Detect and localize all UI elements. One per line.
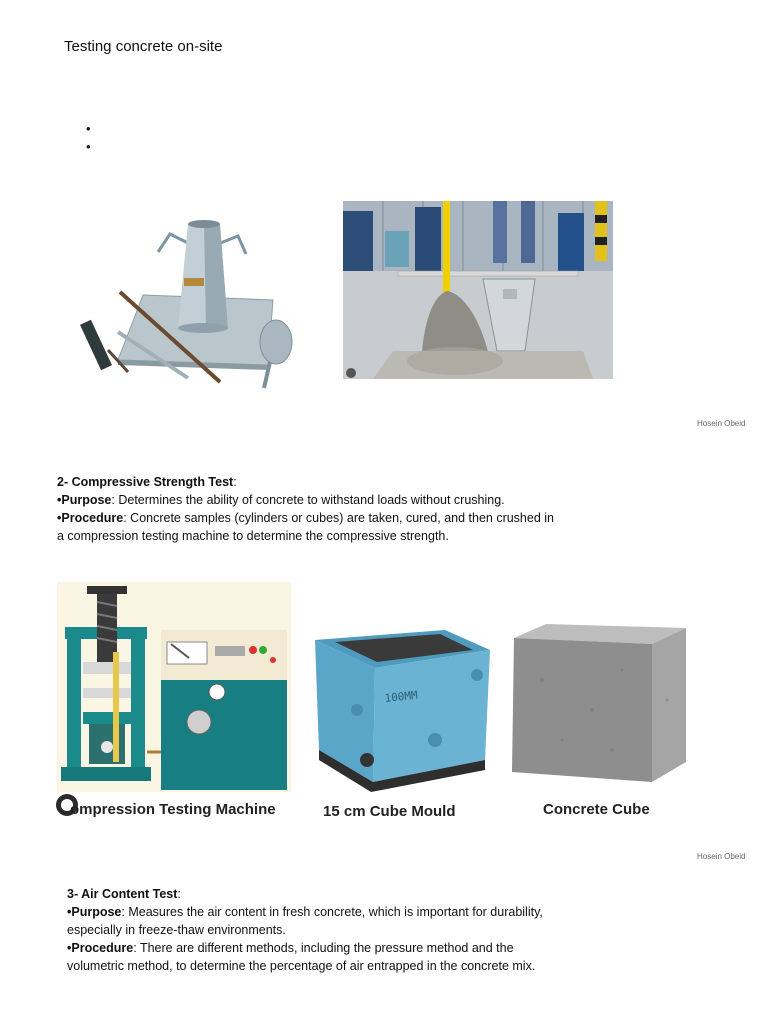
bullet-item: •	[86, 121, 91, 136]
slump-test-photo	[343, 201, 613, 379]
mould-stamp: 100MM	[383, 688, 419, 705]
page-title: Testing concrete on-site	[64, 38, 223, 55]
compression-testing-machine-image	[57, 582, 291, 792]
procedure-line-continued: a compression testing machine to determine the compressive strength.	[57, 529, 449, 543]
section-heading	[67, 885, 627, 903]
cube-mould-image	[305, 600, 495, 795]
purpose-label: •Purpose	[67, 905, 122, 919]
watermark-text: Hosein Obeid	[697, 419, 746, 428]
procedure-text: : Concrete samples (cylinders or cubes) are taken, cured, and then crushed in	[123, 511, 554, 525]
slump-cone-kit-image	[78, 200, 328, 392]
bullet-item: •	[86, 139, 91, 154]
concrete-cube-image	[502, 610, 688, 786]
procedure-line	[57, 509, 617, 527]
purpose-line	[57, 491, 617, 509]
procedure-label: •Procedure	[67, 941, 134, 955]
bullet-list	[86, 120, 91, 156]
section-heading-colon: :	[177, 887, 181, 901]
caption-compression-machine: ompression Testing Machine	[70, 801, 276, 818]
purpose-text: : Measures the air content in fresh concrete, which is important for durability,	[121, 905, 543, 919]
watermark-text: Hosein Obeid	[697, 852, 746, 861]
procedure-text: : There are different methods, including the pressure method and the	[133, 941, 514, 955]
section-heading-bold: 2- Compressive Strength Test	[57, 475, 234, 489]
procedure-line	[67, 939, 627, 957]
purpose-line	[67, 903, 627, 921]
procedure-line-continued: volumetric method, to determine the percentage of air entrapped in the concrete mix.	[67, 959, 536, 973]
purpose-line-continued: especially in freeze-thaw environments.	[67, 923, 286, 937]
compressive-strength-section	[57, 473, 617, 545]
caption-concrete-cube: Concrete Cube	[543, 801, 650, 818]
air-content-section	[67, 885, 627, 975]
section-heading-bold: 3- Air Content Test	[67, 887, 178, 901]
procedure-label: •Procedure	[57, 511, 124, 525]
section-heading	[57, 473, 617, 491]
purpose-label: •Purpose	[57, 493, 112, 507]
purpose-text: : Determines the ability of concrete to withstand loads without crushing.	[111, 493, 505, 507]
section-heading-colon: :	[233, 475, 237, 489]
caption-cube-mould: 15 cm Cube Mould	[323, 803, 456, 820]
